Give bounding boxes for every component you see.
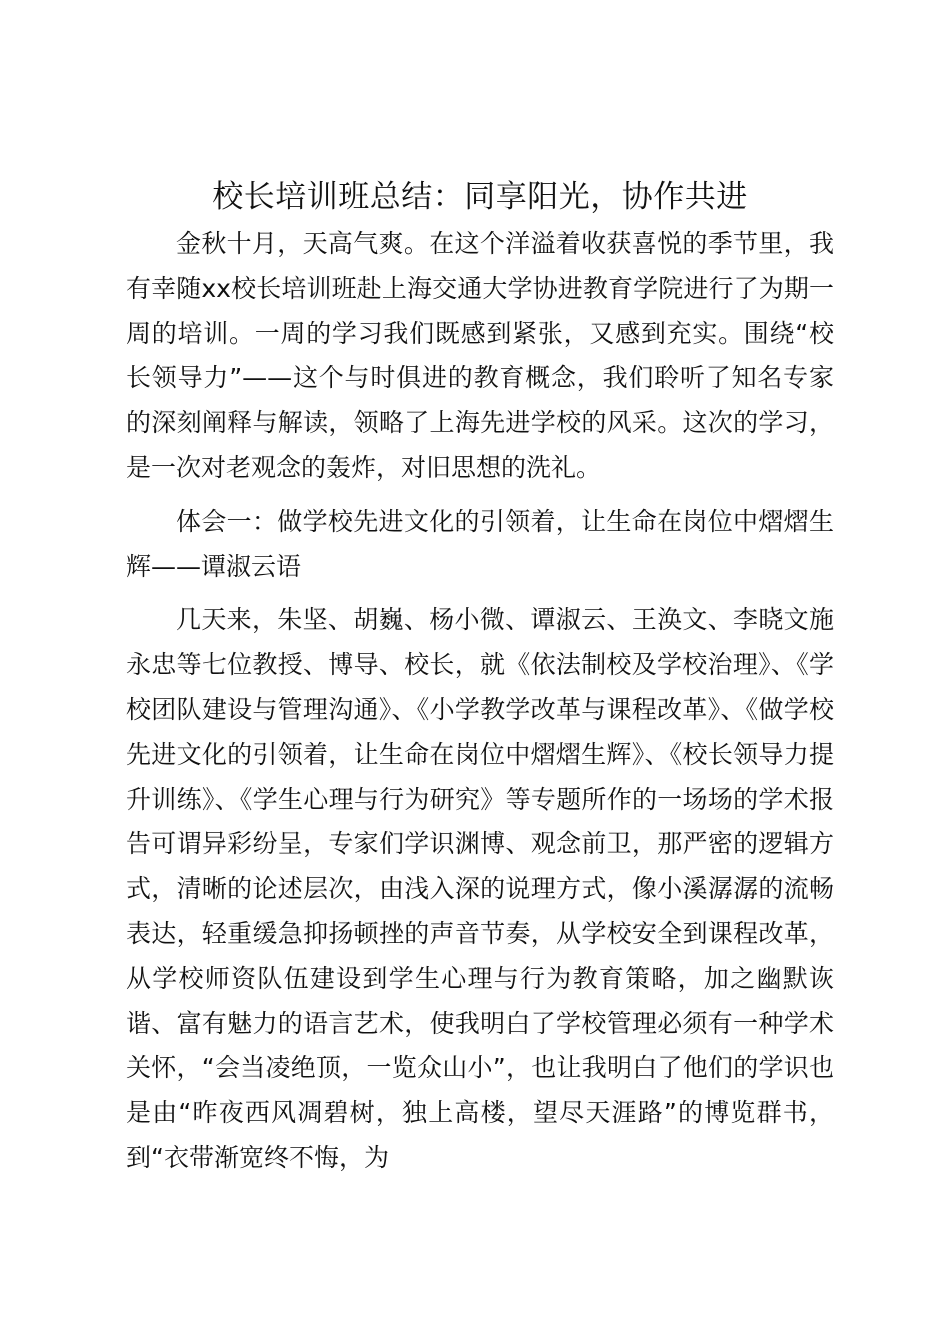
document-title: 校长培训班总结：同享阳光，协作共进 — [212, 179, 748, 215]
section-heading-1: 体会一：做学校先进文化的引领着，让生命在岗位中熠熠生辉——谭淑云语 — [126, 506, 834, 581]
document-page — [126, 172, 834, 1181]
intro-paragraph: 金秋十月，天高气爽。在这个洋溢着收获喜悦的季节里，我有幸随xx校长培训班赴上海交通大学协进教育学院进行了为期一周的培训。一周的学习我们既感到紧张，又感到充实。围绕“校长领导力”——这个与时俱进的教育概念，我们聆听了知名专家的深刻阐释与解读，领略了上海先进学校的风采。这次的学习，是一次对老观念的轰炸，对旧思想的洗礼。 — [126, 229, 834, 482]
body-paragraph-2: 几天来，朱坚、胡巍、杨小微、谭淑云、王涣文、李晓文施永忠等七位教授、博导、校长，就《依法制校及学校治理》、《学校团队建设与管理沟通》、《小学教学改革与课程改革》、《做学校先进文化的引领着，让生命在岗位中熠熠生辉》、《校长领导力提升训练》、《学生心理与行为研究》等专题所作的一场场的学术报告可谓异彩纷呈，专家们学识渊博、观念前卫，那严密的逻辑方式，清晰的论述层次，由浅入深的说理方式，像小溪潺潺的流畅表达，轻重缓急抑扬顿挫的声音节奏，从学校安全到课程改革，从学校师资队伍建设到学生心理与行为教育策略，加之幽默诙谐、富有魅力的语言艺术，使我明白了学校管理必须有一种学术关怀，“会当凌绝顶，一览众山小”，也让我明白了他们的学识也是由“昨夜西风凋碧树，独上高楼，望尽天涯路”的博览群书，到“衣带渐宽终不悔，为 — [126, 605, 834, 1172]
